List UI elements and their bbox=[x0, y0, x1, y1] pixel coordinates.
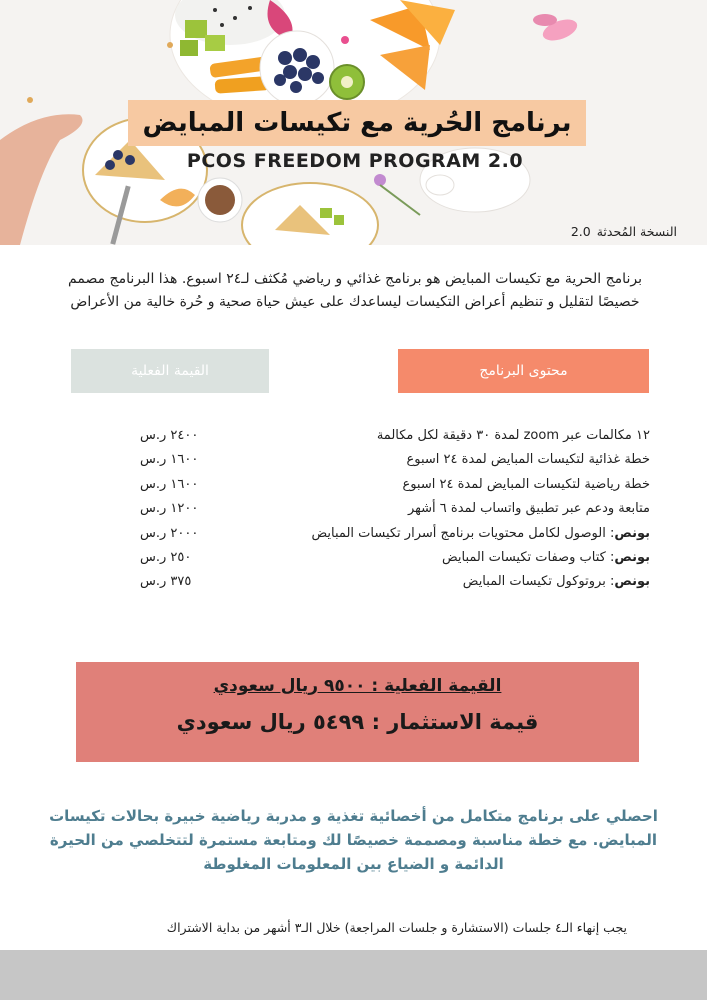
version-text: النسخة المُحدثة bbox=[596, 224, 677, 239]
bonus-label: بونص bbox=[614, 525, 650, 541]
version-label bbox=[571, 224, 683, 239]
bottom-bar bbox=[0, 950, 707, 1000]
program-title-banner bbox=[128, 100, 586, 146]
program-items-list bbox=[60, 424, 650, 595]
item-price: ٢٠٠٠ ر.س bbox=[140, 525, 199, 541]
item-description bbox=[402, 473, 650, 497]
item-text: ١٢ مكالمات عبر zoom لمدة ٣٠ دقيقة لكل مكالمة bbox=[376, 428, 650, 443]
list-item bbox=[60, 570, 650, 594]
actual-value-header bbox=[71, 349, 269, 393]
list-item bbox=[60, 546, 650, 570]
item-price: ٢٤٠٠ ر.س bbox=[140, 428, 199, 443]
item-text: : بروتوكول تكيسات المبايض bbox=[462, 574, 615, 590]
list-item bbox=[60, 448, 650, 472]
footnote: يجب إنهاء الـ٤ جلسات (الاستشارة و جلسات المراجعة) خلال الـ٣ أشهر من بداية الاشتراك bbox=[166, 920, 627, 935]
item-price: ٢٥٠ ر.س bbox=[140, 549, 192, 565]
item-text: متابعة ودعم عبر تطبيق واتساب لمدة ٦ أشهر bbox=[407, 501, 650, 517]
investment-price: قيمة الاستثمار : ٥٤٩٩ ريال سعودي bbox=[176, 710, 539, 734]
item-description bbox=[408, 497, 650, 521]
program-title-en: PCOS FREEDOM PROGRAM 2.0 bbox=[186, 150, 524, 172]
actual-value-total: القيمة الفعلية : ٩٥٠٠ ريال سعودي bbox=[213, 676, 502, 696]
item-text: خطة غذائية لتكيسات المبايض لمدة ٢٤ اسبوع bbox=[406, 452, 650, 468]
item-text: : الوصول لكامل محتويات برنامج أسرار تكيسات المبايض bbox=[311, 525, 615, 541]
item-price: ٣٧٥ ر.س bbox=[140, 574, 192, 590]
list-item bbox=[60, 473, 650, 497]
actual-value-label: القيمة الفعلية bbox=[131, 363, 209, 379]
item-description bbox=[377, 424, 650, 448]
pricing-box bbox=[76, 662, 639, 762]
item-description bbox=[463, 570, 650, 594]
cta-paragraph: احصلي على برنامج متكامل من أخصائية تغذية و مدربة رياضية خبيرة بحالات تكيسات المبايض. مع خطة مناسبة ومصممة خصيصًا لك ومتابعة مستمرة لتتخلصي من الحيرة الدائمة و الضياع بين المعلومات المغلوطة bbox=[49, 807, 658, 873]
bonus-label: بونص bbox=[614, 549, 650, 565]
version-number: 2.0 bbox=[570, 224, 591, 239]
program-content-header bbox=[398, 349, 649, 393]
intro-paragraph: برنامج الحرية مع تكيسات المبايض هو برنامج غذائي و رياضي مُكثف لـ٢٤ اسبوع. هذا البرنامج مصمم خصيصًا لتقليل و تنظيم أعراض التكيسات ليساعدك على عيش حياة صحية و حُرة خالية من الأعراض bbox=[68, 271, 642, 310]
item-price: ١٦٠٠ ر.س bbox=[140, 476, 199, 492]
bonus-label: بونص bbox=[614, 574, 650, 590]
item-description bbox=[312, 522, 651, 546]
list-item bbox=[60, 497, 650, 521]
item-text: خطة رياضية لتكيسات المبايض لمدة ٢٤ اسبوع bbox=[402, 476, 650, 492]
item-text: : كتاب وصفات تكيسات المبايض bbox=[441, 549, 615, 565]
item-description bbox=[406, 448, 650, 472]
item-price: ١٦٠٠ ر.س bbox=[140, 452, 199, 468]
list-item bbox=[60, 522, 650, 546]
item-description bbox=[442, 546, 650, 570]
program-content-label: محتوى البرنامج bbox=[479, 363, 568, 379]
list-item bbox=[60, 424, 650, 448]
item-price: ١٢٠٠ ر.س bbox=[140, 501, 199, 517]
program-title-ar: برنامج الحُرية مع تكيسات المبايض bbox=[142, 108, 572, 138]
